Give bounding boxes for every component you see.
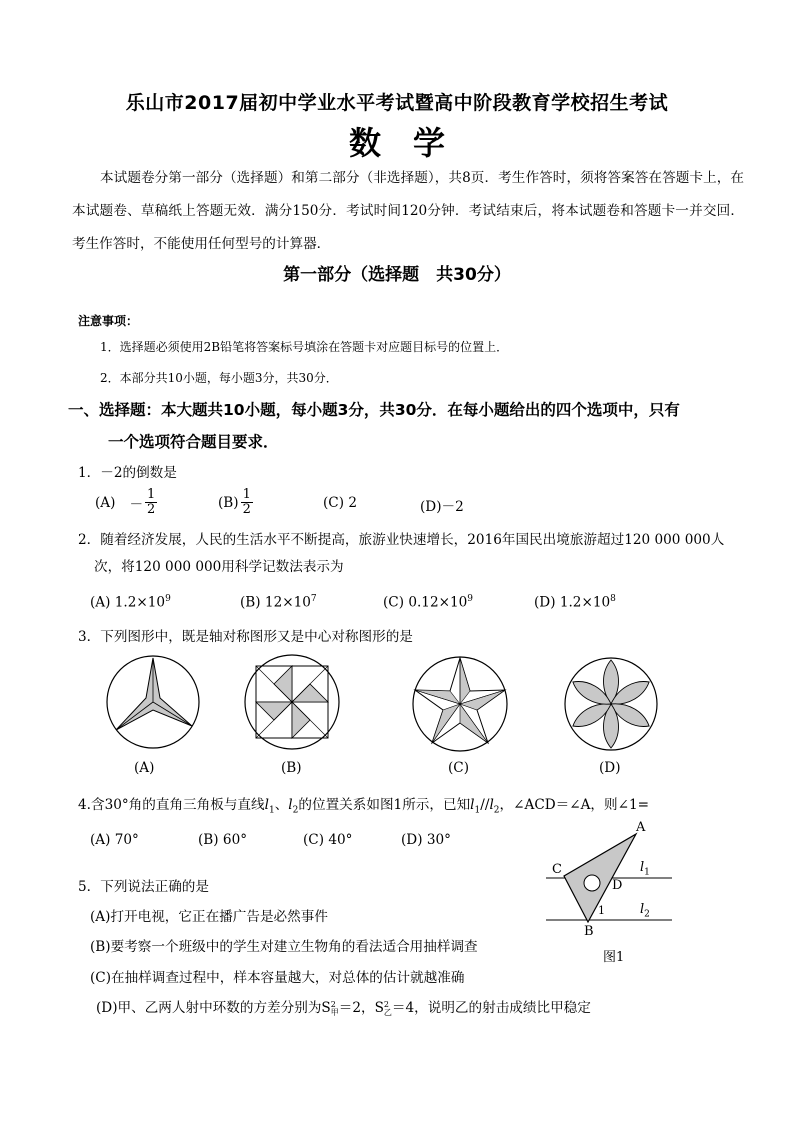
q4-l2-b: l (489, 797, 494, 813)
q1-stem: 1．－2的倒数是 (78, 465, 177, 481)
q3-figures (0, 650, 794, 760)
section-heading-line2: 一个选项符合题目要求． (108, 433, 279, 451)
q2-option-a (90, 594, 171, 611)
q5-option-b: (B)要考察一个班级中的学生对建立生物角的看法适合用抽样调查 (90, 939, 478, 955)
q4-l1-b-sub: 1 (474, 805, 481, 816)
q3-figure-a (107, 656, 199, 748)
fig1-label-d: D (612, 878, 623, 893)
q5-stem: 5．下列说法正确的是 (78, 879, 209, 895)
q4-sep: 、 (274, 797, 289, 813)
q5-d-supsub-1 (331, 1001, 339, 1017)
fig1-l1-sub: 1 (644, 867, 650, 878)
fig1-label-l2 (640, 902, 650, 920)
q4-option-c: (C) 40° (303, 832, 353, 848)
q2-b-text: (B) 12×10 (240, 594, 311, 611)
subject-title: 数 学 (348, 124, 445, 162)
q5-d-mid: ＝2，S (338, 1000, 384, 1016)
fig1-label-b: B (584, 924, 594, 939)
q1-a-numerator: 1 (147, 487, 156, 502)
q2-stem-line1: 2．随着经济发展，人民的生活水平不断提高，旅游业快速增长，2016年国民出境旅游超过120 000 000人 (78, 532, 725, 548)
q4-l2-b-sub: 2 (493, 805, 500, 816)
fig1-label-a: A (636, 820, 646, 835)
q4-l1-b: l (470, 797, 475, 813)
note-2: 2．本部分共10小题，每小题3分，共30分． (100, 371, 338, 385)
q4-stem-c: ，∠ACD＝∠A，则∠1= (499, 797, 650, 813)
q5-d-supsub-2 (384, 1001, 392, 1017)
q2-b-exp: 7 (310, 594, 317, 604)
q3-figure-b (245, 655, 339, 749)
q4-stem (78, 793, 649, 816)
q1-b-denominator: 2 (242, 502, 251, 517)
q2-option-c (383, 594, 473, 611)
fig1-l2-sub: 2 (644, 909, 650, 920)
q1-option-d: (D)－2 (420, 499, 464, 515)
q5-option-d (96, 996, 591, 1017)
q4-stem-b: 的位置关系如图1所示，已知 (298, 797, 471, 813)
q1-a-label: (A) (95, 494, 116, 511)
q1-b-label: (B) (218, 494, 239, 511)
q5-d-sq2: 2 (383, 999, 389, 1009)
q3-label-b: (B) (281, 760, 302, 776)
q3-figure-c (413, 657, 507, 751)
q3-stem: 3．下列图形中，既是轴对称图形又是中心对称图形的是 (78, 629, 413, 645)
fig1-l2-letter: l (640, 902, 645, 917)
section-heading-line1: 一、选择题：本大题共10小题，每小题3分，共30分．在每小题给出的四个选项中，只有 (68, 401, 680, 419)
notes-title: 注意事项： (78, 314, 139, 328)
triangle-hole (584, 875, 600, 891)
q4-parallel: // (480, 797, 490, 813)
q2-c-exp: 9 (467, 594, 474, 604)
q1-option-a (95, 488, 159, 517)
q5-option-c: (C)在抽样调查过程中，样本容量越大，对总体的估计就越准确 (90, 970, 465, 986)
q4-option-b: (B) 60° (198, 832, 248, 848)
fig1-label-c: C (552, 862, 562, 877)
fig1-l1-letter: l (640, 860, 645, 875)
figure-1-diagram (540, 816, 680, 941)
q1-a-sign: － (129, 496, 144, 513)
q4-option-a: (A) 70° (90, 832, 139, 848)
q2-option-b (240, 594, 317, 611)
fig1-label-l1 (640, 860, 650, 878)
q2-d-exp: 8 (610, 594, 616, 604)
q3-label-a: (A) (134, 760, 155, 776)
q5-d-sq1: 2 (330, 999, 336, 1009)
q5-d-sub2: 乙 (383, 1007, 392, 1017)
q4-option-d: (D) 30° (401, 832, 451, 848)
exam-title: 乐山市2017届初中学业水平考试暨高中阶段教育学校招生考试 (125, 92, 669, 114)
q1-option-c: (C) 2 (323, 495, 357, 511)
q4-l2: l (288, 797, 293, 813)
q2-d-text: (D) 1.2×10 (534, 594, 611, 611)
fig1-angle-1: 1 (598, 904, 605, 917)
figure-1-caption: 图1 (603, 950, 625, 965)
q1-a-denominator: 2 (147, 502, 156, 517)
q3-label-c: (C) (448, 760, 470, 776)
q5-d-pre: (D)甲、乙两人射中环数的方差分别为S (96, 1000, 331, 1016)
q2-c-text: (C) 0.12×10 (383, 594, 468, 611)
q1-option-b (218, 488, 255, 517)
q2-stem-line2: 次，将120 000 000用科学记数法表示为 (94, 559, 344, 575)
q1-b-fraction (241, 488, 253, 517)
q5-d-sub1: 甲 (330, 1007, 339, 1017)
section-heading (68, 394, 748, 458)
q4-l1-sub: 1 (268, 805, 275, 816)
note-1: 1．选择题必须使用2B铅笔将答案标号填涂在答题卡对应题目标号的位置上． (100, 340, 509, 354)
q3-label-d: (D) (599, 760, 621, 776)
q1-a-fraction (145, 488, 157, 517)
q2-a-text: (A) 1.2×10 (90, 594, 166, 611)
q2-option-d (534, 594, 616, 611)
q4-l2-sub: 2 (292, 805, 299, 816)
exam-intro: 本试题卷分第一部分（选择题）和第二部分（非选择题），共8页．考生作答时，须将答案答在答题卡上，在本试题卷、草稿纸上答题无效．满分150分．考试时间120分钟．考试结束后，将本试题卷和答题卡一并交回．考生作答时，不能使用任何型号的计算器． (72, 170, 744, 252)
q1-b-numerator: 1 (242, 487, 251, 502)
q4-l1: l (264, 797, 269, 813)
q3-figure-d (565, 658, 657, 750)
q4-stem-a: 4.含30°角的直角三角板与直线 (78, 797, 265, 813)
q5-d-post: ＝4，说明乙的射击成绩比甲稳定 (391, 1000, 591, 1016)
q5-option-a: (A)打开电视，它正在播广告是必然事件 (90, 909, 328, 925)
part1-heading: 第一部分（选择题 共30分） (283, 265, 511, 285)
q2-a-exp: 9 (165, 594, 171, 604)
